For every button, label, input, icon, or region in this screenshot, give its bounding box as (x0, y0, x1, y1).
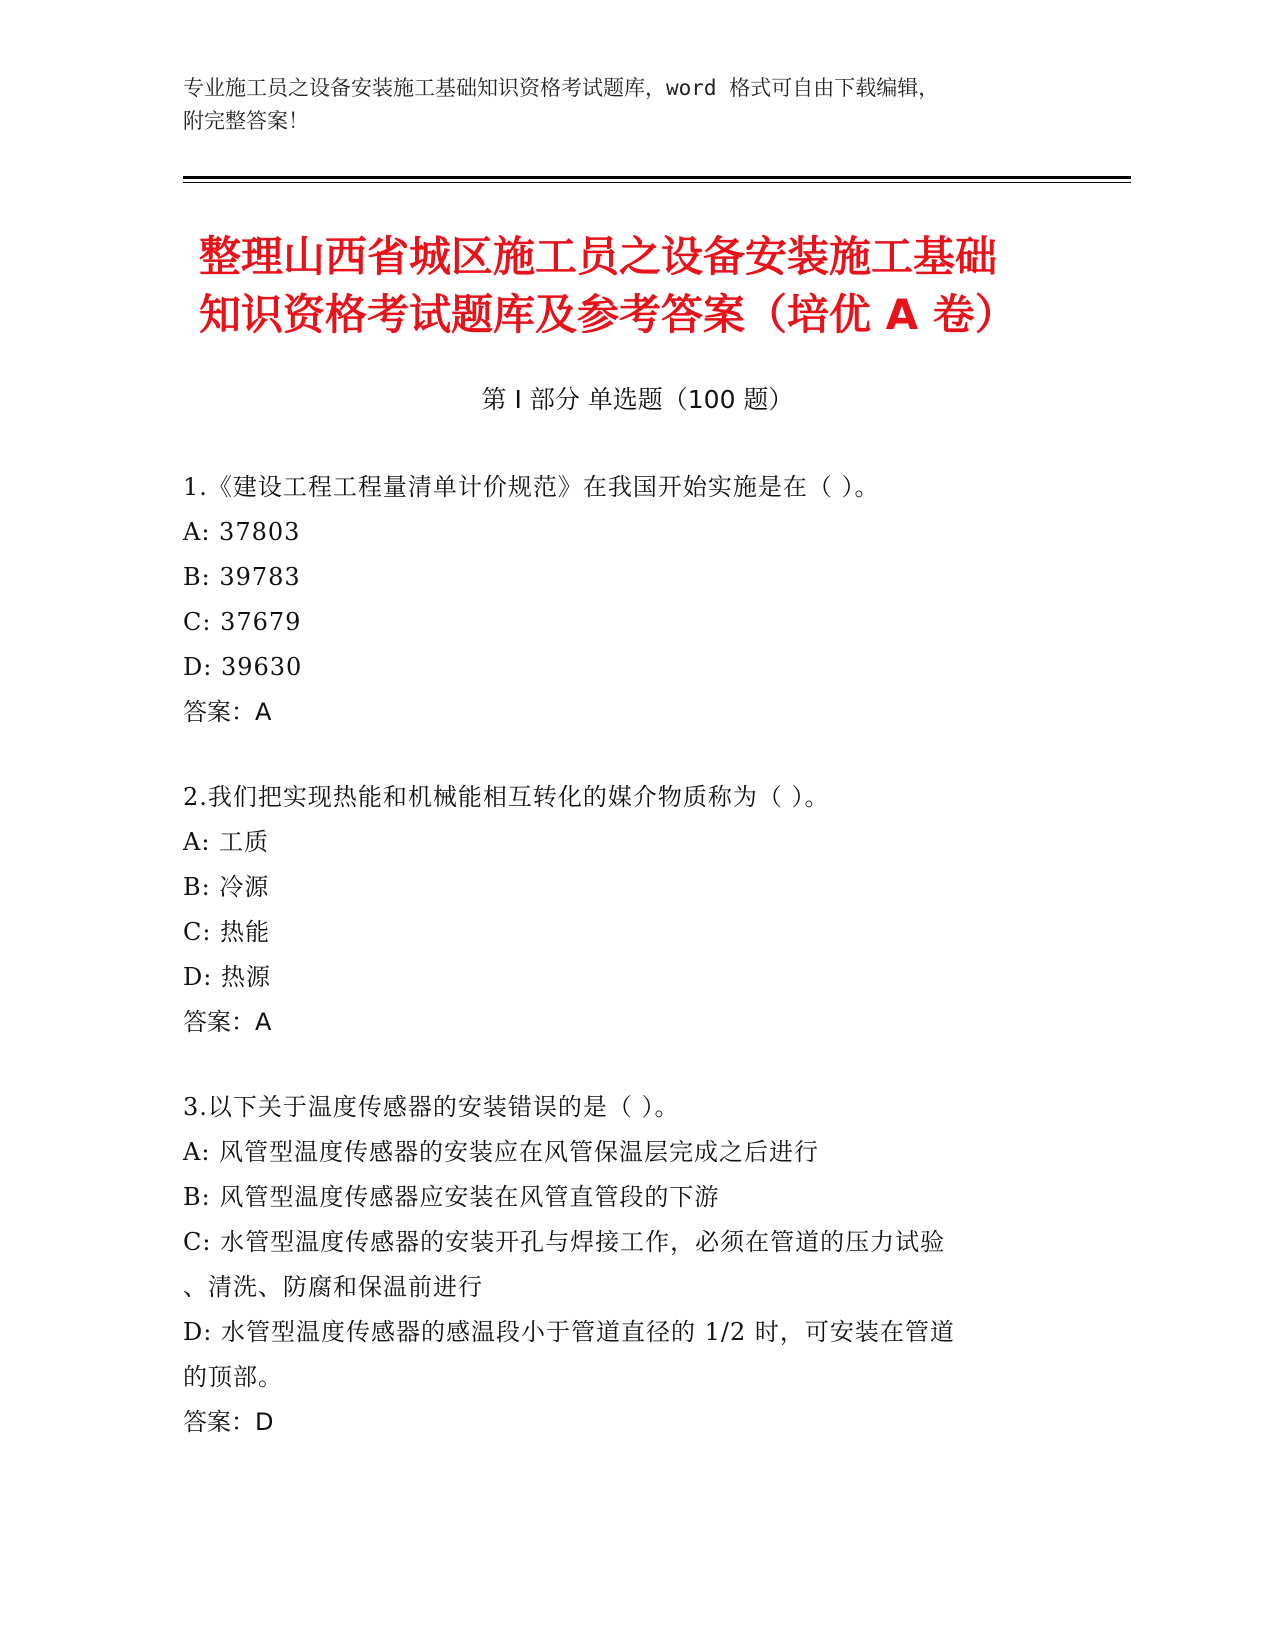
option-c: C: 热能 (183, 918, 271, 946)
header-divider-thick (183, 176, 1131, 179)
option-c-continued: 、清洗、防腐和保温前进行 (183, 1273, 483, 1301)
header-divider-thin (183, 182, 1131, 183)
option-b: B: 冷源 (183, 873, 270, 901)
header-note-line: 附完整答案！ (183, 109, 309, 133)
question-stem: 3.以下关于温度传感器的安装错误的是（ ）。 (183, 1093, 680, 1121)
option-c: C: 37679 (183, 608, 302, 636)
option-d: D: 水管型温度传感器的感温段小于管道直径的 1/2 时，可安装在管道 (183, 1318, 955, 1346)
question-1 (183, 465, 1083, 735)
question-stem: 2.我们把实现热能和机械能相互转化的媒介物质称为（ ）。 (183, 783, 830, 811)
question-stem: 1.《建设工程工程量清单计价规范》在我国开始实施是在（ ）。 (183, 473, 880, 501)
question-list (183, 465, 1083, 1485)
answer: 答案：D (183, 1408, 274, 1436)
question-3 (183, 1085, 1083, 1445)
option-a: A: 37803 (183, 518, 301, 546)
document-title (199, 228, 1109, 344)
option-c: C: 水管型温度传感器的安装开孔与焊接工作，必须在管道的压力试验 (183, 1228, 946, 1256)
section-title: 第 I 部分 单选题（100 题） (481, 385, 794, 414)
option-d: D: 热源 (183, 963, 271, 991)
option-a: A: 风管型温度传感器的安装应在风管保温层完成之后进行 (183, 1138, 820, 1166)
header-note (183, 72, 1063, 138)
document-title-line: 整理山西省城区施工员之设备安装施工基础 (199, 232, 998, 281)
option-b: B: 风管型温度传感器应安装在风管直管段的下游 (183, 1183, 720, 1211)
option-b: B: 39783 (183, 563, 301, 591)
option-a: A: 工质 (183, 828, 270, 856)
document-title-line: 知识资格考试题库及参考答案（培优 A 卷） (199, 290, 1017, 339)
option-d-continued: 的顶部。 (183, 1363, 283, 1391)
question-2 (183, 775, 1083, 1045)
option-d: D: 39630 (183, 653, 303, 681)
answer: 答案：A (183, 698, 272, 726)
header-note-line: 专业施工员之设备安装施工基础知识资格考试题库，word 格式可自由下载编辑， (183, 76, 940, 100)
answer: 答案：A (183, 1008, 272, 1036)
